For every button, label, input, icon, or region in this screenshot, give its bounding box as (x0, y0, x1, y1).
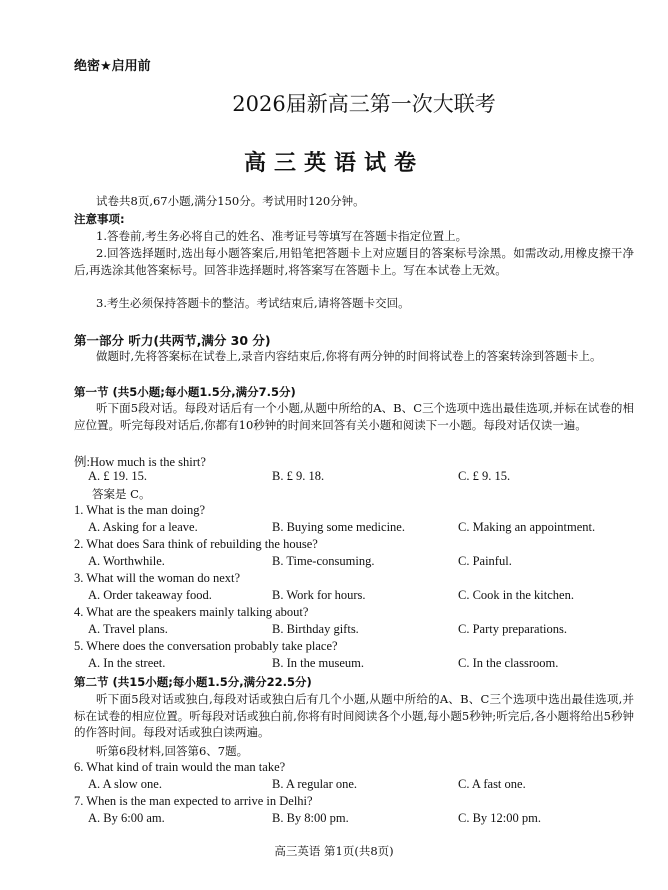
notice-item-1: 1.答卷前,考生务必将自己的姓名、准考证号等填写在答题卡指定位置上。 (96, 229, 468, 243)
q6-option-a: A. A slow one. (88, 777, 162, 791)
q6-option-b: B. A regular one. (272, 777, 358, 791)
example-answer: 答案是 C。 (92, 487, 151, 501)
part1-heading: 第一部分 听力(共两节,满分 30 分) (74, 333, 271, 348)
question-7: 7. When is the man expected to arrive in Delhi? (74, 794, 313, 808)
q4-option-c: C. Party preparations. (458, 622, 568, 636)
example-option-b: B. £ 9. 18. (272, 469, 325, 483)
q1-option-b: B. Buying some medicine. (272, 520, 405, 534)
section1-intro: 听下面5段对话。每段对话后有一个小题,从题中所给的A、B、C三个选项中选出最佳选项,并标在试卷的相应位置。听完每段对话后,你都有10秒钟的时间来回答有关小题和阅读下一小题。每段对话仅读一遍。 (74, 401, 634, 432)
q7-option-c: C. By 12:00 pm. (458, 811, 541, 825)
section1-heading: 第一节 (共5小题;每小题1.5分,满分7.5分) (74, 385, 296, 399)
exam-info: 试卷共8页,67小题,满分150分。考试用时120分钟。 (96, 194, 365, 208)
q7-option-a: A. By 6:00 am. (88, 811, 165, 825)
question-4: 4. What are the speakers mainly talking about? (74, 605, 309, 619)
example-question: 例:How much is the shirt? (74, 455, 206, 469)
q6-option-c: C. A fast one. (458, 777, 526, 791)
section2-intro: 听下面5段对话或独白,每段对话或独白后有几个小题,从题中所给的A、B、C三个选项中选出最佳选项,并标在试卷的相应位置。听每段对话或独白前,你将有时间阅读各个小题,每小题5秒钟;听完后,各小题将给出5秒钟的作答时间。每段对话或独白读两遍。 (74, 692, 634, 739)
confidential-mark: 绝密★启用前 (74, 59, 151, 74)
q5-option-a: A. In the street. (88, 656, 166, 670)
q3-option-c: C. Cook in the kitchen. (458, 588, 574, 602)
q5-option-b: B. In the museum. (272, 656, 365, 670)
q2-option-c: C. Painful. (458, 554, 512, 568)
question-1: 1. What is the man doing? (74, 503, 205, 517)
q7-option-b: B. By 8:00 pm. (272, 811, 349, 825)
notice-item-2: 2.回答选择题时,选出每小题答案后,用铅笔把答题卡上对应题目的答案标号涂黑。如需改动,用橡皮擦干净后,再选涂其他答案标号。回答非选择题时,将答案写在答题卡上。写在本试卷上无效。 (74, 246, 634, 277)
question-5: 5. Where does the conversation probably take place? (74, 639, 338, 653)
q3-option-a: A. Order takeaway food. (88, 588, 212, 602)
section2-heading: 第二节 (共15小题;每小题1.5分,满分22.5分) (74, 675, 312, 689)
q1-option-a: A. Asking for a leave. (88, 520, 198, 534)
question-6: 6. What kind of train would the man take? (74, 760, 286, 774)
exam-title: 2026届新高三第一次大联考 (232, 92, 496, 116)
q2-option-a: A. Worthwhile. (88, 554, 165, 568)
example-option-c: C. £ 9. 15. (458, 469, 511, 483)
section2-material: 听第6段材料,回答第6、7题。 (96, 744, 249, 758)
question-2: 2. What does Sara think of rebuilding the house? (74, 537, 318, 551)
notice-heading: 注意事项: (74, 212, 125, 226)
exam-subtitle: 高三英语试卷 (243, 151, 424, 176)
q1-option-c: C. Making an appointment. (458, 520, 596, 534)
notice-item-3: 3.考生必须保持答题卡的整洁。考试结束后,请将答题卡交回。 (96, 296, 410, 310)
q4-option-b: B. Birthday gifts. (272, 622, 359, 636)
part1-intro: 做题时,先将答案标在试卷上,录音内容结束后,你将有两分钟的时间将试卷上的答案转涂到答题卡上。 (96, 349, 602, 363)
page-footer: 高三英语 第1页(共8页) (274, 844, 394, 858)
q2-option-b: B. Time-consuming. (272, 554, 375, 568)
example-option-a: A. £ 19. 15. (88, 469, 148, 483)
question-3: 3. What will the woman do next? (74, 571, 241, 585)
q3-option-b: B. Work for hours. (272, 588, 366, 602)
q4-option-a: A. Travel plans. (88, 622, 168, 636)
q5-option-c: C. In the classroom. (458, 656, 559, 670)
